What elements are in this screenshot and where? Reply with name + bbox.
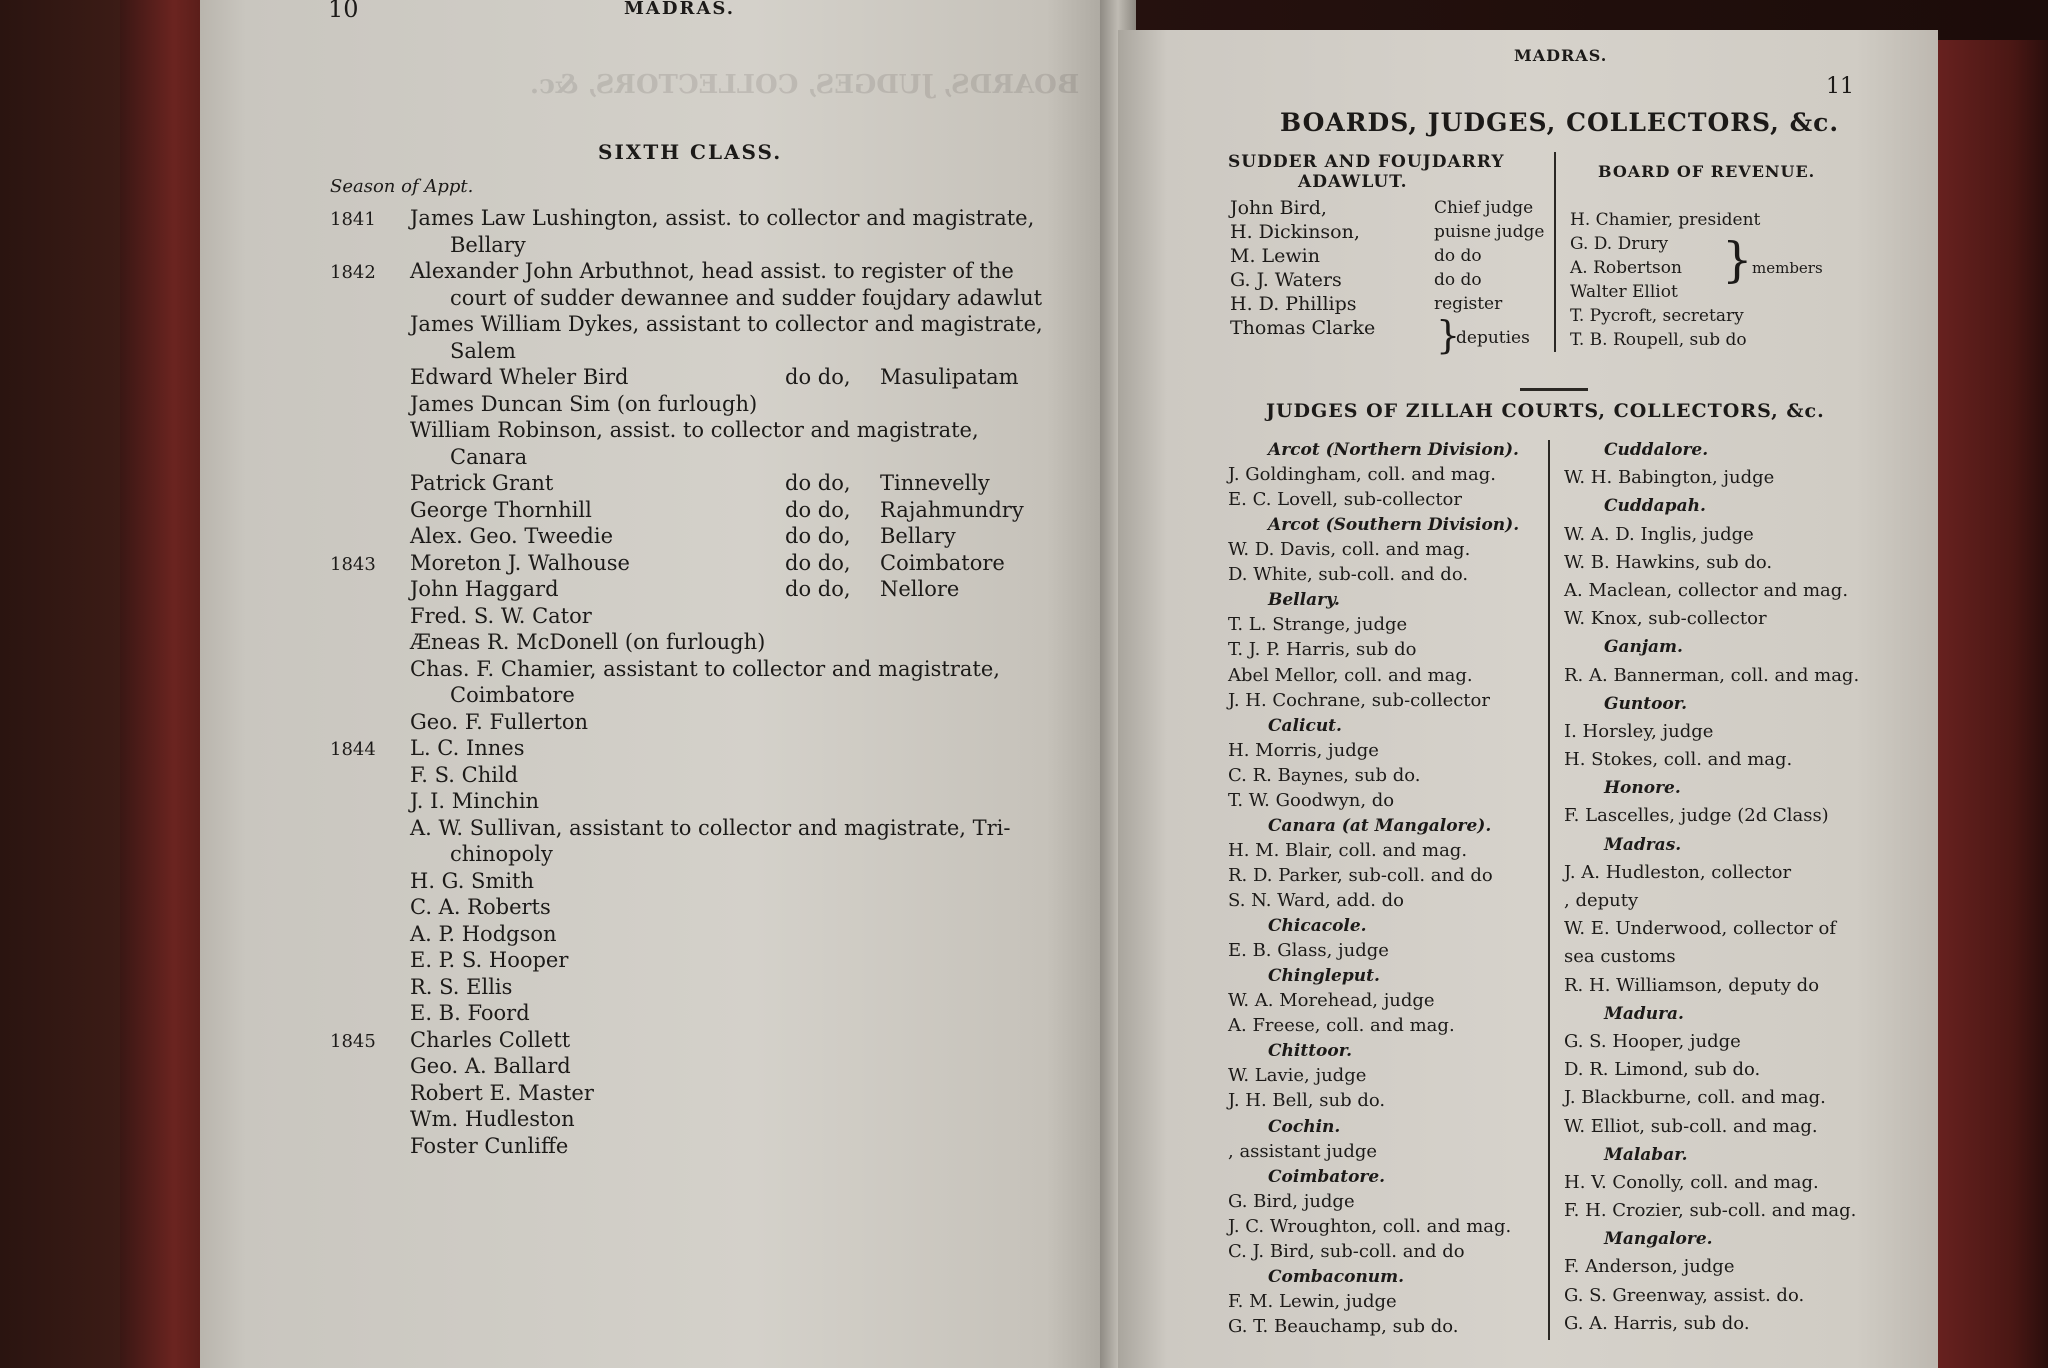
zillah-entry: S. N. Ward, add. do: [1228, 890, 1404, 911]
district-heading: Malabar.: [1604, 1144, 1688, 1165]
zillah-entry: T. L. Strange, judge: [1228, 614, 1408, 636]
zillah-entry: H. M. Blair, coll. and mag.: [1228, 839, 1468, 861]
board-member: T. Pycroft, secretary: [1570, 306, 1744, 326]
entry-ditto: do do,: [785, 471, 851, 495]
entry-continuation: court of sudder dewannee and sudder foujdary adawlut: [450, 285, 1043, 310]
section-divider: [1520, 388, 1588, 391]
zillah-entry: Abel Mellor, coll. and mag.: [1228, 664, 1473, 686]
district-heading: Arcot (Northern Division).: [1268, 440, 1519, 460]
entry-station: Tinnevelly: [880, 471, 990, 495]
board-heading: BOARD OF REVENUE.: [1598, 162, 1816, 181]
zillah-entry: J. C. Wroughton, coll. and mag.: [1228, 1215, 1512, 1237]
zillah-entry: C. J. Bird, sub-coll. and do: [1228, 1240, 1465, 1262]
entry-ditto: do do,: [785, 577, 851, 601]
district-heading: Coimbatore.: [1268, 1166, 1386, 1187]
zillah-entry: R. D. Parker, sub-coll. and do: [1228, 864, 1493, 886]
entry-name: Foster Cunliffe: [410, 1133, 569, 1158]
district-heading: Combaconum.: [1268, 1266, 1405, 1287]
entry-continuation: Salem: [450, 338, 516, 363]
column-rule: [1554, 152, 1556, 352]
zillah-entry: W. A. Morehead, judge: [1228, 990, 1435, 1012]
entry-name: Geo. F. Fullerton: [410, 709, 589, 734]
district-heading: Calicut.: [1268, 715, 1342, 736]
zillah-entry: W. E. Underwood, collector of: [1564, 918, 1837, 940]
entry-name: Moreton J. Walhouse: [410, 550, 630, 575]
entry-name: L. C. Innes: [410, 736, 525, 760]
zillah-entry: F. M. Lewin, judge: [1228, 1290, 1397, 1312]
entry-name: John Haggard: [410, 577, 559, 601]
zillah-entry: F. Anderson, judge: [1564, 1256, 1735, 1278]
entry-name: James Duncan Sim (on furlough): [410, 391, 758, 416]
zillah-entry: J. Blackburne, coll. and mag.: [1564, 1087, 1826, 1109]
page-number: 11: [1826, 74, 1854, 99]
district-heading: Bellary.: [1268, 590, 1340, 611]
book-cover-left: [120, 0, 210, 1368]
zillah-entry: W. A. D. Inglis, judge: [1564, 523, 1754, 545]
sudder-role: do do: [1434, 270, 1482, 290]
bleed-through-text: BOARDS, JUDGES, COLLECTORS, &c.: [530, 70, 1080, 100]
zillah-entry: G. T. Beauchamp, sub do.: [1228, 1315, 1459, 1337]
right-page: [1118, 30, 1938, 1368]
zillah-entry: W. Knox, sub-collector: [1564, 608, 1767, 630]
zillah-entry: R. H. Williamson, deputy do: [1564, 974, 1820, 996]
entry-ditto: do do,: [785, 365, 851, 389]
entry-continuation: Canara: [450, 444, 528, 469]
zillah-entry: W. Elliot, sub-coll. and mag.: [1564, 1115, 1818, 1137]
zillah-entry: J. Goldingham, coll. and mag.: [1228, 464, 1496, 486]
zillah-entry: W. H. Babington, judge: [1564, 467, 1775, 489]
season-label: Season of Appt.: [330, 176, 474, 197]
entry-station: Nellore: [880, 577, 960, 601]
zillah-entry: J. A. Hudleston, collector: [1564, 861, 1792, 883]
zillah-entry: F. H. Crozier, sub-coll. and mag.: [1564, 1200, 1857, 1222]
zillah-entry: H. V. Conolly, coll. and mag.: [1564, 1171, 1819, 1193]
zillah-entry: G. S. Greenway, assist. do.: [1564, 1284, 1805, 1306]
district-heading: Honore.: [1604, 778, 1681, 799]
district-heading: Guntoor.: [1604, 693, 1688, 714]
zillah-entry: A. Freese, coll. and mag.: [1228, 1015, 1455, 1037]
zillah-entry: F. Lascelles, judge (2d Class): [1564, 805, 1829, 827]
district-heading: Chicacole.: [1268, 916, 1367, 937]
entry-name: E. P. S. Hooper: [410, 948, 569, 972]
zillah-heading: JUDGES OF ZILLAH COURTS, COLLECTORS, &c.: [1266, 400, 1825, 422]
entry-year: 1841: [330, 209, 376, 230]
board-member: A. Robertson: [1570, 258, 1682, 278]
district-heading: Cochin.: [1268, 1116, 1341, 1137]
district-heading: Chingleput.: [1268, 966, 1380, 987]
class-heading: SIXTH CLASS.: [598, 140, 783, 164]
members-brace: }: [1722, 232, 1753, 288]
entry-year: 1845: [330, 1030, 376, 1052]
district-heading: Chittoor.: [1268, 1041, 1353, 1062]
entry-name: Geo. A. Ballard: [410, 1054, 571, 1078]
entry-continuation: Bellary: [450, 232, 526, 257]
running-head: MADRAS.: [1514, 46, 1608, 65]
zillah-entry: H. Stokes, coll. and mag.: [1564, 749, 1793, 771]
zillah-entry: J. H. Bell, sub do.: [1228, 1090, 1386, 1112]
sudder-name: Thomas Clarke: [1230, 317, 1376, 339]
entry-station: Rajahmundry: [880, 497, 1024, 522]
sudder-role: puisne judge: [1434, 222, 1545, 242]
zillah-entry: sea customs: [1564, 946, 1676, 968]
zillah-entry: W. D. Davis, coll. and mag.: [1228, 539, 1471, 561]
entry-name: Alex. Geo. Tweedie: [410, 524, 614, 548]
entry-name: Charles Collett: [410, 1027, 571, 1052]
zillah-entry: T. W. Goodwyn, do: [1228, 789, 1395, 811]
board-member: G. D. Drury: [1570, 234, 1669, 254]
entry-station: Bellary: [880, 524, 956, 548]
entry-station: Masulipatam: [880, 365, 1019, 389]
entry-name: James Law Lushington, assist. to collector and magistrate,: [410, 206, 1035, 230]
column-rule: [1548, 440, 1550, 1340]
zillah-entry: , deputy: [1564, 890, 1639, 911]
sudder-role: Chief judge: [1434, 198, 1534, 218]
district-heading: Cuddapah.: [1604, 496, 1706, 517]
entry-name: William Robinson, assist. to collector and magistrate,: [410, 418, 979, 442]
page-number: 10: [328, 0, 359, 23]
zillah-entry: , assistant judge: [1228, 1140, 1378, 1162]
zillah-entry: H. Morris, judge: [1228, 739, 1379, 761]
entry-station: Coimbatore: [880, 550, 1005, 575]
book-cover-right: [1930, 40, 2048, 1368]
board-member: T. B. Roupell, sub do: [1570, 330, 1747, 350]
entry-ditto: do do,: [785, 497, 851, 522]
entry-ditto: do do,: [785, 524, 851, 548]
sudder-heading-2: ADAWLUT.: [1298, 172, 1408, 192]
entry-name: Wm. Hudleston: [410, 1107, 575, 1131]
sudder-heading: SUDDER AND FOUJDARRY: [1228, 152, 1505, 172]
left-page: [200, 0, 1120, 1368]
sudder-name: G. J. Waters: [1230, 269, 1342, 291]
district-heading: Cuddalore.: [1604, 440, 1709, 460]
entry-name: Alexander John Arbuthnot, head assist. to register of the: [410, 259, 1014, 283]
sudder-name: M. Lewin: [1230, 245, 1320, 267]
district-heading: Madras.: [1604, 834, 1682, 855]
entry-name: A. P. Hodgson: [410, 921, 557, 946]
entry-name: R. S. Ellis: [410, 974, 513, 999]
zillah-entry: C. R. Baynes, sub do.: [1228, 764, 1421, 786]
entry-name: F. S. Child: [410, 762, 519, 787]
entry-name: James William Dykes, assistant to collector and magistrate,: [410, 312, 1043, 336]
entry-year: 1844: [330, 739, 376, 760]
deputies-brace: }: [1436, 313, 1461, 357]
entry-name: Robert E. Master: [410, 1080, 594, 1105]
zillah-entry: G. A. Harris, sub do.: [1564, 1312, 1750, 1334]
district-heading: Canara (at Mangalore).: [1268, 815, 1492, 836]
sudder-role: register: [1434, 294, 1503, 314]
entry-name: H. G. Smith: [410, 868, 535, 893]
entry-name: Chas. F. Chamier, assistant to collector and magistrate,: [410, 656, 1000, 681]
sudder-name: H. Dickinson,: [1230, 221, 1360, 243]
zillah-entry: W. Lavie, judge: [1228, 1065, 1367, 1087]
zillah-entry: E. B. Glass, judge: [1228, 940, 1389, 962]
zillah-entry: J. H. Cochrane, sub-collector: [1228, 689, 1490, 711]
zillah-entry: D. R. Limond, sub do.: [1564, 1059, 1761, 1081]
zillah-entry: G. S. Hooper, judge: [1564, 1030, 1741, 1052]
zillah-entry: R. A. Bannerman, coll. and mag.: [1564, 664, 1860, 686]
sudder-role: deputies: [1456, 328, 1530, 348]
entry-year: 1843: [330, 553, 376, 575]
district-heading: Arcot (Southern Division).: [1268, 515, 1520, 536]
entry-continuation: chinopoly: [450, 842, 553, 866]
entry-name: E. B. Foord: [410, 1001, 530, 1025]
zillah-entry: E. C. Lovell, sub-collector: [1228, 489, 1462, 511]
entry-name: Patrick Grant: [410, 471, 554, 495]
entry-continuation: Coimbatore: [450, 683, 575, 707]
page-title: BOARDS, JUDGES, COLLECTORS, &c.: [1280, 108, 1840, 137]
entry-name: Fred. S. W. Cator: [410, 603, 592, 628]
zillah-entry: I. Horsley, judge: [1564, 720, 1714, 742]
entry-name: A. W. Sullivan, assistant to collector and magistrate, Tri-: [410, 815, 1011, 840]
district-heading: Madura.: [1604, 1003, 1684, 1024]
board-member: H. Chamier, president: [1570, 210, 1761, 230]
entry-name: J. I. Minchin: [410, 789, 540, 813]
sudder-name: John Bird,: [1230, 197, 1327, 219]
sudder-name: H. D. Phillips: [1230, 293, 1357, 315]
entry-name: George Thornhill: [410, 497, 592, 522]
entry-name: Edward Wheler Bird: [410, 365, 629, 389]
zillah-entry: W. B. Hawkins, sub do.: [1564, 551, 1773, 573]
sudder-role: do do: [1434, 246, 1482, 266]
entry-name: C. A. Roberts: [410, 895, 551, 919]
district-heading: Mangalore.: [1604, 1229, 1713, 1250]
zillah-entry: D. White, sub-coll. and do.: [1228, 564, 1469, 586]
zillah-entry: G. Bird, judge: [1228, 1190, 1355, 1212]
members-label: members: [1752, 259, 1823, 277]
entry-ditto: do do,: [785, 550, 851, 575]
district-heading: Ganjam.: [1604, 637, 1683, 658]
entry-name: Æneas R. McDonell (on furlough): [410, 630, 766, 654]
board-member: Walter Elliot: [1570, 282, 1678, 302]
entry-year: 1842: [330, 262, 376, 283]
zillah-entry: T. J. P. Harris, sub do: [1228, 639, 1417, 661]
zillah-entry: A. Maclean, collector and mag.: [1564, 579, 1849, 601]
running-head: MADRAS.: [624, 0, 736, 19]
